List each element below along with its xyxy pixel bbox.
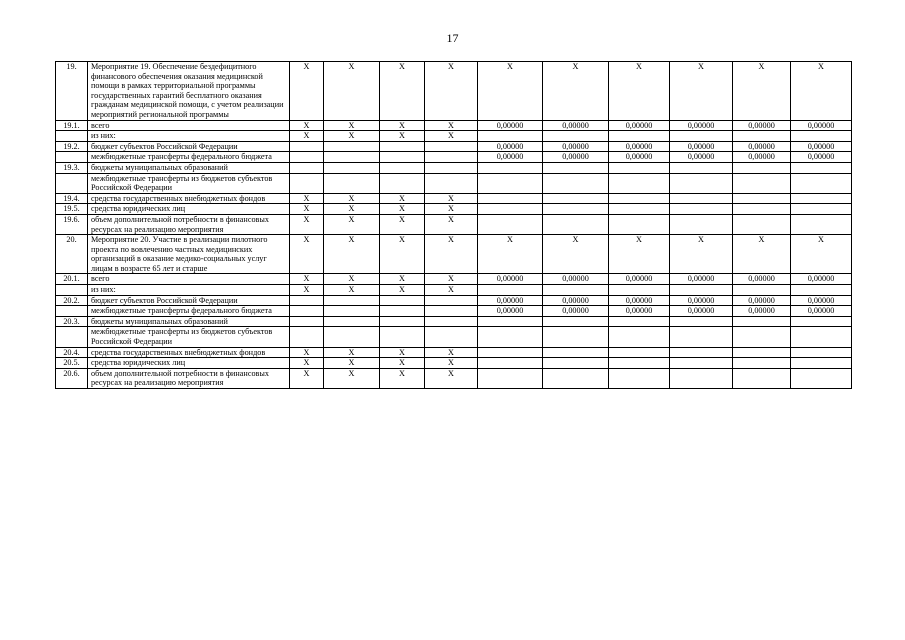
- value-cell: [609, 327, 670, 347]
- value-cell: [791, 347, 852, 358]
- value-cell: [543, 285, 609, 296]
- value-cell: [290, 295, 324, 306]
- row-description: межбюджетные трансферты федерального бюджета: [88, 152, 290, 163]
- value-cell: [543, 193, 609, 204]
- value-cell: [380, 295, 425, 306]
- value-cell: [733, 193, 791, 204]
- value-cell: 0,00000: [791, 306, 852, 317]
- value-cell: 0,00000: [670, 120, 733, 131]
- value-cell: X: [425, 62, 478, 121]
- value-cell: X: [324, 285, 380, 296]
- value-cell: 0,00000: [543, 274, 609, 285]
- row-description: средства государственных внебюджетных фондов: [88, 347, 290, 358]
- value-cell: [380, 141, 425, 152]
- row-number: [56, 285, 88, 296]
- value-cell: 0,00000: [733, 274, 791, 285]
- value-cell: [670, 214, 733, 234]
- value-cell: 0,00000: [609, 274, 670, 285]
- value-cell: X: [670, 62, 733, 121]
- value-cell: [733, 173, 791, 193]
- value-cell: X: [290, 62, 324, 121]
- value-cell: [670, 173, 733, 193]
- value-cell: [324, 295, 380, 306]
- value-cell: X: [290, 120, 324, 131]
- value-cell: 0,00000: [478, 141, 543, 152]
- row-description: средства юридических лиц: [88, 204, 290, 215]
- value-cell: X: [478, 235, 543, 274]
- value-cell: X: [290, 131, 324, 142]
- row-description: средства государственных внебюджетных фондов: [88, 193, 290, 204]
- table-row: [56, 214, 852, 234]
- value-cell: [733, 358, 791, 369]
- table-row: [56, 131, 852, 142]
- value-cell: [733, 285, 791, 296]
- value-cell: [478, 347, 543, 358]
- value-cell: [670, 368, 733, 388]
- value-cell: X: [380, 131, 425, 142]
- value-cell: [380, 316, 425, 327]
- value-cell: [380, 306, 425, 317]
- value-cell: [670, 285, 733, 296]
- table-row: [56, 173, 852, 193]
- value-cell: [543, 347, 609, 358]
- table-row: [56, 141, 852, 152]
- value-cell: X: [425, 131, 478, 142]
- value-cell: [380, 152, 425, 163]
- value-cell: [478, 327, 543, 347]
- value-cell: 0,00000: [543, 295, 609, 306]
- row-number: 20.2.: [56, 295, 88, 306]
- table-row: [56, 235, 852, 274]
- row-description: бюджеты муниципальных образований: [88, 316, 290, 327]
- value-cell: 0,00000: [791, 141, 852, 152]
- value-cell: X: [324, 235, 380, 274]
- value-cell: [543, 173, 609, 193]
- value-cell: [791, 173, 852, 193]
- row-description: бюджет субъектов Российской Федерации: [88, 141, 290, 152]
- value-cell: [290, 162, 324, 173]
- value-cell: X: [791, 62, 852, 121]
- row-description: всего: [88, 274, 290, 285]
- table-row: [56, 193, 852, 204]
- value-cell: [478, 204, 543, 215]
- value-cell: [543, 204, 609, 215]
- table-body: [56, 62, 852, 389]
- row-number: [56, 131, 88, 142]
- row-number: 20.6.: [56, 368, 88, 388]
- value-cell: X: [324, 214, 380, 234]
- value-cell: X: [290, 193, 324, 204]
- value-cell: 0,00000: [733, 120, 791, 131]
- value-cell: [791, 316, 852, 327]
- value-cell: [425, 152, 478, 163]
- value-cell: [290, 173, 324, 193]
- value-cell: X: [543, 235, 609, 274]
- row-description: бюджеты муниципальных образований: [88, 162, 290, 173]
- value-cell: 0,00000: [733, 141, 791, 152]
- value-cell: X: [290, 285, 324, 296]
- value-cell: X: [733, 62, 791, 121]
- table-row: [56, 347, 852, 358]
- value-cell: 0,00000: [791, 120, 852, 131]
- value-cell: X: [324, 193, 380, 204]
- value-cell: [670, 162, 733, 173]
- value-cell: [290, 152, 324, 163]
- value-cell: X: [425, 358, 478, 369]
- value-cell: X: [670, 235, 733, 274]
- value-cell: X: [733, 235, 791, 274]
- value-cell: [380, 327, 425, 347]
- value-cell: X: [380, 62, 425, 121]
- value-cell: 0,00000: [543, 120, 609, 131]
- value-cell: [609, 368, 670, 388]
- value-cell: X: [324, 204, 380, 215]
- row-number: 19.1.: [56, 120, 88, 131]
- value-cell: [425, 316, 478, 327]
- value-cell: X: [425, 193, 478, 204]
- value-cell: [791, 193, 852, 204]
- value-cell: [609, 347, 670, 358]
- value-cell: 0,00000: [609, 306, 670, 317]
- value-cell: X: [543, 62, 609, 121]
- table-row: [56, 358, 852, 369]
- value-cell: [670, 316, 733, 327]
- row-number: [56, 173, 88, 193]
- value-cell: X: [425, 235, 478, 274]
- table-row: [56, 152, 852, 163]
- table-row: [56, 316, 852, 327]
- value-cell: X: [380, 214, 425, 234]
- row-description: объем дополнительной потребности в финансовых ресурсах на реализацию мероприятия: [88, 368, 290, 388]
- value-cell: [425, 162, 478, 173]
- value-cell: X: [425, 214, 478, 234]
- value-cell: [609, 131, 670, 142]
- value-cell: X: [380, 274, 425, 285]
- value-cell: [543, 327, 609, 347]
- row-description: межбюджетные трансферты федерального бюджета: [88, 306, 290, 317]
- row-number: 19.2.: [56, 141, 88, 152]
- value-cell: X: [324, 120, 380, 131]
- row-description: средства юридических лиц: [88, 358, 290, 369]
- table-row: [56, 162, 852, 173]
- value-cell: 0,00000: [478, 274, 543, 285]
- value-cell: 0,00000: [670, 295, 733, 306]
- value-cell: [478, 214, 543, 234]
- row-description: Мероприятие 19. Обеспечение бездефицитного финансового обеспечения оказания медицинской помощи в рамках территориальной программы государственных гарантий бесплатного оказания гражданам медицинской помощи, с учетом реализации мероприятий региональной программы: [88, 62, 290, 121]
- value-cell: [478, 358, 543, 369]
- table-row: [56, 327, 852, 347]
- value-cell: 0,00000: [733, 295, 791, 306]
- value-cell: [733, 204, 791, 215]
- value-cell: X: [380, 368, 425, 388]
- value-cell: [733, 316, 791, 327]
- value-cell: X: [380, 120, 425, 131]
- value-cell: [324, 327, 380, 347]
- table-row: [56, 120, 852, 131]
- value-cell: [609, 316, 670, 327]
- value-cell: [543, 214, 609, 234]
- value-cell: [290, 306, 324, 317]
- value-cell: [543, 358, 609, 369]
- value-cell: [609, 162, 670, 173]
- value-cell: 0,00000: [543, 141, 609, 152]
- value-cell: X: [380, 235, 425, 274]
- value-cell: [380, 162, 425, 173]
- value-cell: [791, 131, 852, 142]
- row-description: всего: [88, 120, 290, 131]
- value-cell: [609, 358, 670, 369]
- row-number: 19.6.: [56, 214, 88, 234]
- value-cell: X: [324, 62, 380, 121]
- value-cell: X: [324, 368, 380, 388]
- row-description: бюджет субъектов Российской Федерации: [88, 295, 290, 306]
- value-cell: [609, 214, 670, 234]
- value-cell: X: [380, 204, 425, 215]
- value-cell: X: [609, 235, 670, 274]
- value-cell: [324, 306, 380, 317]
- row-number: 20.4.: [56, 347, 88, 358]
- value-cell: [324, 152, 380, 163]
- value-cell: [670, 358, 733, 369]
- value-cell: X: [425, 120, 478, 131]
- value-cell: X: [290, 347, 324, 358]
- value-cell: [478, 131, 543, 142]
- value-cell: X: [609, 62, 670, 121]
- value-cell: [791, 204, 852, 215]
- value-cell: [670, 204, 733, 215]
- value-cell: [425, 141, 478, 152]
- value-cell: [791, 162, 852, 173]
- value-cell: X: [425, 285, 478, 296]
- value-cell: [670, 131, 733, 142]
- value-cell: 0,00000: [670, 274, 733, 285]
- value-cell: X: [380, 285, 425, 296]
- value-cell: X: [791, 235, 852, 274]
- value-cell: [478, 285, 543, 296]
- table-row: [56, 62, 852, 121]
- value-cell: 0,00000: [670, 141, 733, 152]
- value-cell: [670, 193, 733, 204]
- value-cell: X: [425, 347, 478, 358]
- value-cell: 0,00000: [670, 152, 733, 163]
- row-number: 20.3.: [56, 316, 88, 327]
- row-number: 20.1.: [56, 274, 88, 285]
- value-cell: [670, 347, 733, 358]
- value-cell: [425, 173, 478, 193]
- value-cell: [290, 316, 324, 327]
- value-cell: [733, 327, 791, 347]
- row-number: 19.4.: [56, 193, 88, 204]
- row-description: из них:: [88, 285, 290, 296]
- value-cell: X: [380, 347, 425, 358]
- value-cell: X: [290, 204, 324, 215]
- value-cell: 0,00000: [609, 120, 670, 131]
- row-description: межбюджетные трансферты из бюджетов субъектов Российской Федерации: [88, 327, 290, 347]
- page-number: 17: [446, 31, 459, 45]
- value-cell: X: [324, 358, 380, 369]
- row-description: Мероприятие 20. Участие в реализации пилотного проекта по вовлечению частных медицинских организаций в оказание медико-социальных услуг лицам в возрасте 65 лет и старше: [88, 235, 290, 274]
- row-description: объем дополнительной потребности в финансовых ресурсах на реализацию мероприятия: [88, 214, 290, 234]
- value-cell: X: [290, 368, 324, 388]
- value-cell: X: [425, 204, 478, 215]
- value-cell: [733, 131, 791, 142]
- value-cell: X: [290, 235, 324, 274]
- value-cell: [425, 306, 478, 317]
- value-cell: [543, 162, 609, 173]
- value-cell: [733, 214, 791, 234]
- value-cell: [478, 162, 543, 173]
- value-cell: 0,00000: [791, 152, 852, 163]
- value-cell: 0,00000: [670, 306, 733, 317]
- value-cell: [425, 295, 478, 306]
- value-cell: [478, 173, 543, 193]
- value-cell: [670, 327, 733, 347]
- value-cell: X: [425, 368, 478, 388]
- value-cell: X: [324, 131, 380, 142]
- value-cell: [609, 193, 670, 204]
- row-number: 19.5.: [56, 204, 88, 215]
- row-number: [56, 306, 88, 317]
- value-cell: [791, 358, 852, 369]
- budget-table: [55, 61, 852, 389]
- table-row: [56, 274, 852, 285]
- value-cell: 0,00000: [733, 306, 791, 317]
- value-cell: [478, 316, 543, 327]
- value-cell: [791, 285, 852, 296]
- value-cell: X: [324, 274, 380, 285]
- row-number: 19.: [56, 62, 88, 121]
- value-cell: [478, 193, 543, 204]
- value-cell: X: [425, 274, 478, 285]
- value-cell: 0,00000: [543, 306, 609, 317]
- value-cell: [324, 316, 380, 327]
- table-row: [56, 204, 852, 215]
- value-cell: 0,00000: [791, 274, 852, 285]
- value-cell: [609, 204, 670, 215]
- value-cell: X: [324, 347, 380, 358]
- value-cell: 0,00000: [478, 152, 543, 163]
- value-cell: [324, 162, 380, 173]
- value-cell: 0,00000: [609, 152, 670, 163]
- table-row: [56, 285, 852, 296]
- value-cell: [791, 327, 852, 347]
- value-cell: [733, 347, 791, 358]
- value-cell: 0,00000: [478, 120, 543, 131]
- value-cell: X: [478, 62, 543, 121]
- value-cell: 0,00000: [733, 152, 791, 163]
- value-cell: 0,00000: [543, 152, 609, 163]
- row-number: 20.5.: [56, 358, 88, 369]
- value-cell: [791, 368, 852, 388]
- value-cell: [324, 141, 380, 152]
- value-cell: [543, 131, 609, 142]
- row-description: межбюджетные трансферты из бюджетов субъектов Российской Федерации: [88, 173, 290, 193]
- value-cell: [733, 368, 791, 388]
- value-cell: [380, 173, 425, 193]
- value-cell: X: [290, 274, 324, 285]
- value-cell: [791, 214, 852, 234]
- table-row: [56, 306, 852, 317]
- row-number: [56, 152, 88, 163]
- value-cell: [478, 368, 543, 388]
- row-number: [56, 327, 88, 347]
- value-cell: 0,00000: [609, 295, 670, 306]
- row-number: 20.: [56, 235, 88, 274]
- value-cell: [290, 141, 324, 152]
- value-cell: 0,00000: [478, 295, 543, 306]
- value-cell: X: [290, 214, 324, 234]
- table-row: [56, 295, 852, 306]
- value-cell: [609, 285, 670, 296]
- value-cell: X: [290, 358, 324, 369]
- value-cell: [609, 173, 670, 193]
- row-number: 19.3.: [56, 162, 88, 173]
- value-cell: 0,00000: [478, 306, 543, 317]
- row-description: из них:: [88, 131, 290, 142]
- value-cell: [733, 162, 791, 173]
- value-cell: 0,00000: [791, 295, 852, 306]
- value-cell: X: [380, 358, 425, 369]
- value-cell: [290, 327, 324, 347]
- value-cell: [543, 316, 609, 327]
- table-row: [56, 368, 852, 388]
- value-cell: [324, 173, 380, 193]
- value-cell: [425, 327, 478, 347]
- value-cell: [543, 368, 609, 388]
- value-cell: 0,00000: [609, 141, 670, 152]
- value-cell: X: [380, 193, 425, 204]
